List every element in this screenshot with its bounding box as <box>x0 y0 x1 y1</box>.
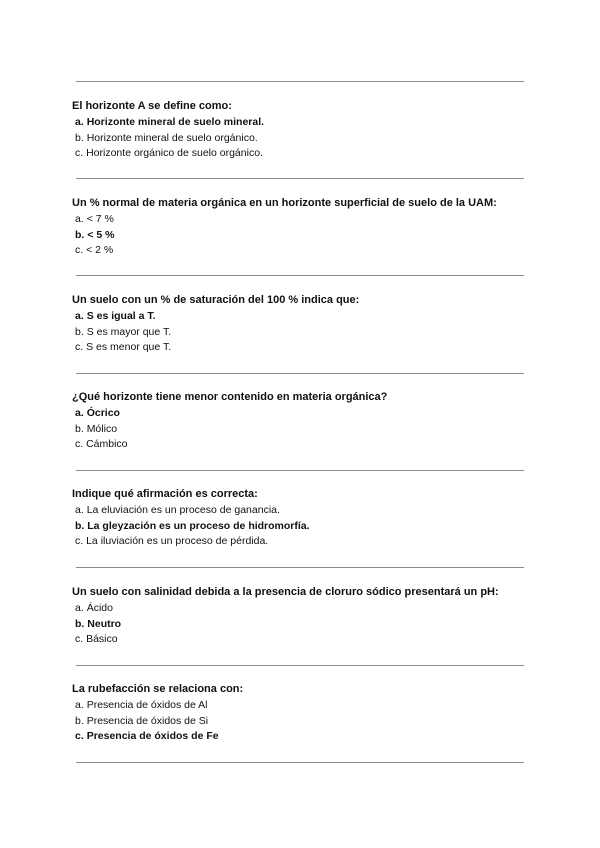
option-prefix: b. <box>75 131 84 144</box>
option-b <box>75 325 532 341</box>
question-title: La rubefacción se relaciona con: <box>72 683 244 695</box>
option-prefix: c. <box>75 633 84 645</box>
option-text: Mólico <box>86 422 118 435</box>
option-prefix: c. <box>75 244 84 256</box>
option-prefix: b. <box>75 714 84 727</box>
divider <box>76 762 524 763</box>
option-prefix: c. <box>75 438 84 450</box>
question-4 <box>72 390 532 453</box>
option-prefix: a. <box>75 504 84 516</box>
option-a <box>75 309 532 325</box>
question-2 <box>72 196 532 259</box>
divider <box>76 567 524 568</box>
option-b <box>75 422 532 438</box>
option-prefix: a. <box>75 699 84 711</box>
option-a <box>75 698 532 714</box>
question-title: Un suelo con salinidad debida a la presencia de cloruro sódico presentará un pH: <box>72 586 499 598</box>
question-title: El horizonte A se define como: <box>72 100 232 112</box>
option-a <box>75 503 532 519</box>
option-a <box>75 115 532 131</box>
option-text: Cámbico <box>86 438 128 450</box>
option-text: Horizonte mineral de suelo mineral. <box>86 116 265 128</box>
option-text: Presencia de óxidos de Fe <box>86 730 219 742</box>
option-c <box>75 632 532 648</box>
rule-top <box>76 81 524 82</box>
divider <box>76 470 524 471</box>
option-prefix: a. <box>75 407 84 419</box>
option-text: < 5 % <box>87 228 115 241</box>
divider <box>76 178 524 179</box>
option-prefix: b. <box>75 228 85 241</box>
question-title: Un suelo con un % de saturación del 100 % indica que: <box>72 294 360 306</box>
option-prefix: a. <box>75 213 84 225</box>
option-c <box>75 437 532 453</box>
divider <box>76 373 524 374</box>
option-text: Horizonte mineral de suelo orgánico. <box>86 131 258 144</box>
option-c <box>75 243 532 259</box>
option-text: S es mayor que T. <box>86 325 172 338</box>
option-text: Horizonte orgánico de suelo orgánico. <box>86 147 263 159</box>
question-7 <box>72 682 532 745</box>
option-c <box>75 146 532 162</box>
option-text: Neutro <box>87 617 122 630</box>
option-prefix: c. <box>75 730 84 742</box>
divider <box>76 275 524 276</box>
option-text: La iluviación es un proceso de pérdida. <box>86 535 269 547</box>
option-prefix: b. <box>75 519 85 532</box>
option-c <box>75 534 532 550</box>
option-text: Presencia de óxidos de Si <box>86 714 209 727</box>
option-b <box>75 714 532 730</box>
option-prefix: b. <box>75 325 84 338</box>
option-b <box>75 131 532 147</box>
option-a <box>75 406 532 422</box>
question-3 <box>72 293 532 356</box>
option-b <box>75 617 532 633</box>
option-text: Ócrico <box>86 407 120 419</box>
option-a <box>75 212 532 228</box>
question-title: ¿Qué horizonte tiene menor contenido en materia orgánica? <box>72 391 388 403</box>
question-6 <box>72 585 532 648</box>
option-text: La eluviación es un proceso de ganancia. <box>86 504 280 516</box>
option-b <box>75 519 532 535</box>
option-prefix: a. <box>75 602 84 614</box>
option-prefix: c. <box>75 341 84 353</box>
option-a <box>75 601 532 617</box>
question-title: Un % normal de materia orgánica en un horizonte superficial de suelo de la UAM: <box>72 197 497 209</box>
option-prefix: a. <box>75 116 84 128</box>
question-title: Indique qué afirmación es correcta: <box>72 488 258 500</box>
option-b <box>75 228 532 244</box>
option-prefix: c. <box>75 535 84 547</box>
option-prefix: b. <box>75 617 85 630</box>
option-text: S es igual a T. <box>86 310 156 322</box>
option-text: < 7 % <box>86 213 114 225</box>
question-1 <box>72 99 532 162</box>
option-text: Ácido <box>86 602 113 614</box>
option-prefix: a. <box>75 310 84 322</box>
option-text: S es menor que T. <box>86 341 172 353</box>
question-5 <box>72 487 532 550</box>
divider <box>76 665 524 666</box>
option-prefix: b. <box>75 422 84 435</box>
option-c <box>75 729 532 745</box>
option-c <box>75 340 532 356</box>
option-text: Básico <box>86 633 118 645</box>
option-prefix: c. <box>75 147 84 159</box>
option-text: < 2 % <box>86 244 114 256</box>
option-text: Presencia de óxidos de Al <box>86 699 208 711</box>
option-text: La gleyzación es un proceso de hidromorfía. <box>87 519 310 532</box>
